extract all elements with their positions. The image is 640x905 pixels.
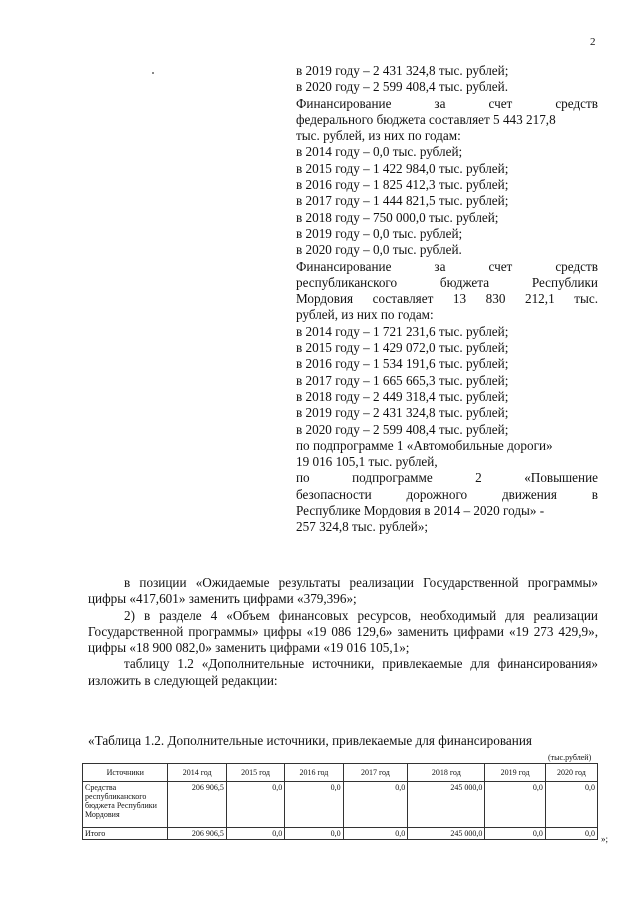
header-cell: 2015 год [226, 764, 284, 782]
text-line: рублей, из них по годам: [296, 307, 434, 323]
paragraph: в позиции «Ожидаемые результаты реализации Государственной программы» цифры «417,601» заменить цифрами «379,396»; [88, 575, 598, 607]
paragraph: 2) в разделе 4 «Объем финансовых ресурсов, необходимый для реализации Государственной программы» цифры «19 086 129,6» заменить цифрами «19 273 429,9», цифры «18 900 082,0» заменить цифрами «19 016 105,1»; [88, 607, 598, 656]
text-line: Финансирование за счет средств [296, 95, 598, 111]
text-line: тыс. рублей, из них по годам: [296, 128, 461, 144]
table-row [83, 782, 598, 828]
table-cell: 206 906,5 [168, 828, 226, 840]
text-line: Мордовия составляет 13 830 212,1 тыс. [296, 291, 598, 307]
amendment-text [88, 575, 598, 689]
text-line: Республике Мордовия в 2014 – 2020 годы» - [296, 503, 545, 519]
page-number: 2 [590, 36, 596, 48]
header-cell: 2017 год [343, 764, 408, 782]
header-cell: 2014 год [168, 764, 226, 782]
text-line: в 2014 году – 0,0 тыс. рублей; [296, 144, 463, 160]
text-line: Финансирование за счет средств [296, 258, 598, 274]
text-line: по подпрограмме 1 «Автомобильные дороги» [296, 437, 553, 453]
text-line: в 2015 году – 1 429 072,0 тыс. рублей; [296, 340, 509, 356]
table-cell: 0,0 [343, 782, 408, 828]
table-cell: 0,0 [343, 828, 408, 840]
text-line: в 2015 году – 1 422 984,0 тыс. рублей; [296, 160, 509, 176]
table-row-total [83, 828, 598, 840]
header-cell: Источники [83, 764, 168, 782]
text-line: в 2017 году – 1 665 665,3 тыс. рублей; [296, 372, 509, 388]
header-cell: 2018 год [408, 764, 485, 782]
header-cell: 2016 год [285, 764, 343, 782]
text-line: в 2016 году – 1 825 412,3 тыс. рублей; [296, 177, 509, 193]
text-line: 257 324,8 тыс. рублей»; [296, 519, 429, 535]
closing-quote: »; [601, 834, 609, 844]
text-line: в 2020 году – 0,0 тыс. рублей. [296, 242, 462, 258]
text-line: по подпрограмме 2 «Повышение [296, 470, 598, 486]
financing-column [296, 63, 598, 536]
text-line: 19 016 105,1 тыс. рублей, [296, 454, 438, 470]
text-line: в 2018 году – 2 449 318,4 тыс. рублей; [296, 388, 509, 404]
table-cell: 0,0 [285, 828, 343, 840]
table-cell: 0,0 [545, 828, 597, 840]
header-cell: 2019 год [485, 764, 545, 782]
paragraph: таблицу 1.2 «Дополнительные источники, привлекаемые для финансирования» изложить в следующей редакции: [88, 656, 598, 688]
text-line: в 2020 году – 2 599 408,4 тыс. рублей; [296, 421, 509, 437]
table-cell: 0,0 [485, 782, 545, 828]
text-line: в 2019 году – 0,0 тыс. рублей; [296, 225, 463, 241]
table-cell: Средства республиканского бюджета Республики Мордовия [83, 782, 168, 828]
text-line: в 2018 году – 750 000,0 тыс. рублей; [296, 209, 499, 225]
text-line: в 2019 году – 2 431 324,8 тыс. рублей; [296, 63, 509, 78]
sources-table [82, 763, 598, 840]
text-line: в 2014 году – 1 721 231,6 тыс. рублей; [296, 323, 509, 339]
table-cell: 0,0 [226, 828, 284, 840]
table-cell: 0,0 [226, 782, 284, 828]
header-cell: 2020 год [545, 764, 597, 782]
scan-mark [152, 72, 154, 74]
text-line: в 2019 году – 2 431 324,8 тыс. рублей; [296, 405, 509, 421]
text-line: в 2017 году – 1 444 821,5 тыс. рублей; [296, 193, 509, 209]
text-line: в 2016 году – 1 534 191,6 тыс. рублей; [296, 356, 509, 372]
table-cell: 0,0 [285, 782, 343, 828]
text-line: федерального бюджета составляет 5 443 217,8 [296, 111, 556, 127]
table-cell: 245 000,0 [408, 828, 485, 840]
table-unit: (тыс.рублей) [548, 753, 592, 762]
table-cell: 0,0 [485, 828, 545, 840]
table-caption: «Таблица 1.2. Дополнительные источники, привлекаемые для финансирования [88, 733, 532, 748]
text-line: в 2020 году – 2 599 408,4 тыс. рублей. [296, 79, 508, 95]
table-header-row [83, 764, 598, 782]
table-cell: Итого [83, 828, 168, 840]
table-cell: 206 906,5 [168, 782, 226, 828]
text-line: республиканского бюджета Республики [296, 274, 598, 290]
text-line: безопасности дорожного движения в [296, 486, 598, 502]
table-cell: 245 000,0 [408, 782, 485, 828]
table-cell: 0,0 [545, 782, 597, 828]
